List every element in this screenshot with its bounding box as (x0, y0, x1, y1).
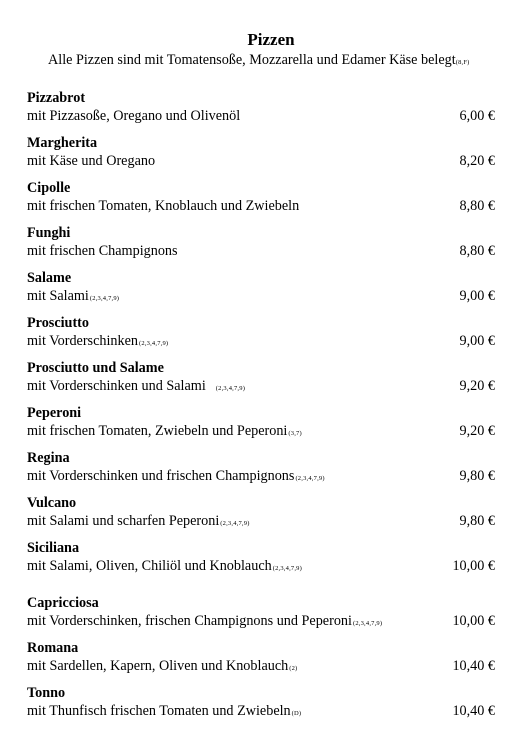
menu-item-romana (27, 639, 495, 675)
menu-item-margherita (27, 134, 495, 170)
item-price: 6,00 € (459, 108, 495, 124)
menu-item-funghi (27, 224, 495, 260)
item-allergen-note: (2,3,4,7,9) (352, 620, 383, 627)
item-description-text: mit Thunfisch frischen Tomaten und Zwiebeln (27, 703, 291, 719)
item-description-text: mit Pizzasoße, Oregano und Olivenöl (27, 108, 241, 124)
menu-item-tonno (27, 684, 495, 720)
item-allergen-note: (D) (291, 710, 302, 717)
item-price: 9,80 € (459, 513, 495, 529)
item-description-text: mit Käse und Oregano (27, 153, 156, 169)
item-name: Capricciosa (27, 595, 99, 611)
item-description-text: mit Salami, Oliven, Chiliöl und Knoblauch (27, 558, 272, 574)
item-name: Vulcano (27, 495, 77, 511)
menu-item-siciliana (27, 539, 495, 575)
menu-item-regina (27, 449, 495, 485)
item-price: 10,40 € (452, 658, 495, 674)
item-price: 8,80 € (459, 198, 495, 214)
item-description (27, 512, 250, 533)
item-description (27, 557, 302, 578)
item-allergen-note: (2,3,4,7,9) (272, 565, 302, 572)
item-name: Tonno (27, 685, 66, 701)
item-description (27, 702, 301, 723)
item-description (27, 422, 302, 443)
item-description-text: mit Salami und scharfen Peperoni (27, 513, 220, 529)
item-description-text: mit Vorderschinken (27, 333, 138, 349)
item-description (27, 612, 382, 633)
menu-item-prosciutto (27, 314, 495, 350)
item-description-text: mit Vorderschinken und frischen Champignons (27, 468, 295, 484)
item-description-text: mit frischen Tomaten, Zwiebeln und Peperoni (27, 423, 288, 439)
item-description-text: mit Sardellen, Kapern, Oliven und Knoblauch (27, 658, 289, 674)
item-name: Funghi (27, 225, 71, 241)
item-name: Peperoni (27, 405, 82, 421)
menu-item-cipolle (27, 179, 495, 215)
item-price: 9,20 € (459, 378, 495, 394)
item-allergen-note: (2,3,4,7,9) (139, 340, 169, 347)
item-price: 10,00 € (452, 613, 495, 629)
item-name: Prosciutto und Salame (27, 360, 164, 376)
item-description-text: mit Vorderschinken, frischen Champignons und Peperoni (27, 613, 352, 629)
item-price: 8,20 € (459, 153, 495, 169)
item-allergen-note: (2,3,4,7,9) (215, 385, 246, 392)
item-price: 10,40 € (452, 703, 495, 719)
item-description-text: mit frischen Champignons (27, 243, 178, 259)
menu-item-pizzabrot (27, 89, 495, 125)
item-name: Salame (27, 270, 72, 286)
item-price: 9,00 € (459, 288, 495, 304)
item-name: Pizzabrot (27, 90, 86, 106)
item-name: Romana (27, 640, 79, 656)
page-subtitle (48, 51, 470, 72)
menu-item-prosciutto-und-salame (27, 359, 495, 395)
item-price: 9,80 € (459, 468, 495, 484)
item-name: Regina (27, 450, 70, 466)
menu-item-capricciosa (27, 594, 495, 630)
item-description (27, 197, 300, 218)
item-description-text: mit Vorderschinken und Salami (27, 378, 206, 394)
item-description-text: mit frischen Tomaten, Knoblauch und Zwiebeln (27, 198, 300, 214)
menu-item-salame (27, 269, 495, 305)
item-allergen-note: (2,3,4,7,9) (295, 475, 325, 482)
menu-item-vulcano (27, 494, 495, 530)
item-description-text: mit Salami (27, 288, 89, 304)
item-description (27, 107, 241, 128)
item-name: Siciliana (27, 540, 80, 556)
item-description (27, 657, 297, 678)
item-allergen-note: (2,3,4,7,9) (220, 520, 250, 527)
subtitle-text: Alle Pizzen sind mit Tomatensoße, Mozzarella und Edamer Käse belegt (48, 52, 456, 68)
item-name: Cipolle (27, 180, 71, 196)
item-allergen-note: (2) (289, 665, 298, 672)
item-description (27, 377, 245, 398)
item-allergen-note: (2,3,4,7,9) (89, 295, 120, 302)
item-price: 9,00 € (459, 333, 495, 349)
page-title: Pizzen (247, 30, 295, 49)
menu-item-peperoni (27, 404, 495, 440)
item-price: 8,80 € (459, 243, 495, 259)
subtitle-allergen-note: (8,F) (455, 59, 470, 66)
item-description (27, 152, 156, 173)
item-allergen-note: (3,7) (288, 430, 302, 437)
item-description (27, 467, 325, 488)
item-price: 10,00 € (452, 558, 495, 574)
item-description (27, 287, 119, 308)
item-description (27, 242, 179, 263)
item-name: Prosciutto (27, 315, 89, 331)
item-name: Margherita (27, 135, 98, 151)
item-description (27, 332, 168, 353)
item-price: 9,20 € (459, 423, 495, 439)
